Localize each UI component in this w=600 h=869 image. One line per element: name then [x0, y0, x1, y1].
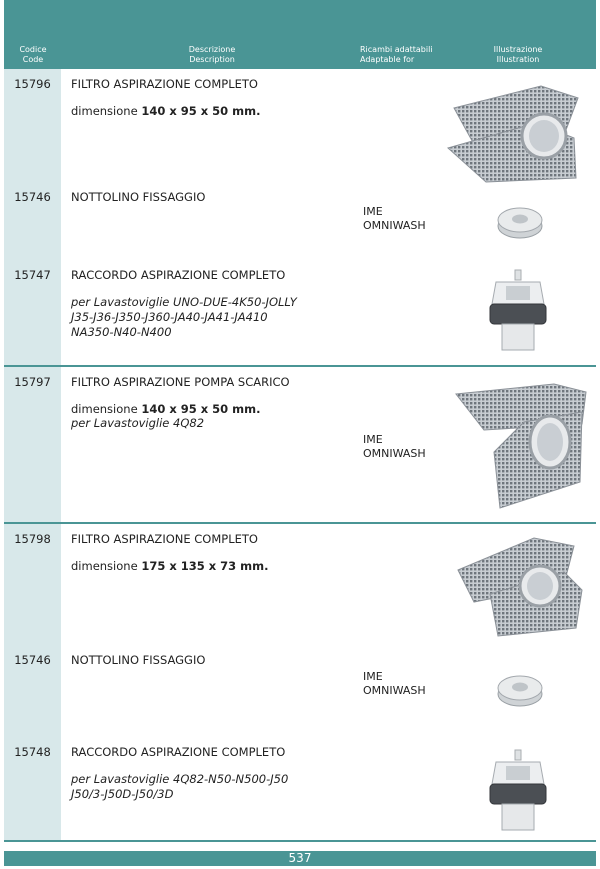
header-desc-en: Description	[189, 55, 235, 64]
section-divider	[4, 365, 596, 367]
note-line: J35-J36-J350-J360-JA40-JA41-JA410	[71, 310, 268, 324]
header-code-en: Code	[22, 55, 44, 64]
item-dimension	[71, 402, 261, 417]
item-code: 15746	[14, 653, 51, 667]
item-code: 15746	[14, 190, 51, 204]
item-code: 15747	[14, 268, 51, 282]
suction-fitting-icon	[482, 748, 554, 834]
item-title: FILTRO ASPIRAZIONE POMPA SCARICO	[71, 375, 290, 389]
compat-brand: OMNIWASH	[363, 447, 426, 460]
item-dimension	[71, 104, 261, 119]
item-compat	[363, 205, 426, 233]
compat-brand: IME	[363, 433, 383, 446]
note-line: per Lavastoviglie 4Q82	[71, 416, 205, 430]
item-code: 15797	[14, 375, 51, 389]
header-description	[62, 45, 362, 65]
page-footer	[4, 851, 596, 866]
item-code: 15748	[14, 745, 51, 759]
filter-basket-icon	[454, 382, 590, 512]
dimension-value: 175 x 135 x 73 mm.	[141, 559, 269, 573]
table-header	[4, 0, 596, 69]
item-code: 15796	[14, 77, 51, 91]
dimension-value: 140 x 95 x 50 mm.	[141, 104, 261, 118]
note-line: J50/3-J50D-J50/3D	[71, 787, 174, 801]
filter-basket-icon	[454, 532, 586, 640]
ring-nut-icon	[496, 672, 544, 708]
header-ill-it: Illustrazione	[493, 45, 543, 54]
code-column-background	[4, 69, 61, 842]
note-line: NA350-N40-N400	[71, 325, 172, 339]
item-notes	[71, 772, 288, 802]
item-notes	[71, 416, 204, 431]
item-dimension	[71, 559, 269, 574]
item-notes	[71, 295, 297, 340]
item-title: FILTRO ASPIRAZIONE COMPLETO	[71, 532, 258, 546]
dimension-value: 140 x 95 x 50 mm.	[141, 402, 261, 416]
item-code: 15798	[14, 532, 51, 546]
item-title: RACCORDO ASPIRAZIONE COMPLETO	[71, 268, 286, 282]
header-ric-it: Ricambi adattabili	[360, 45, 433, 54]
section-divider	[4, 522, 596, 524]
compat-brand: OMNIWASH	[363, 684, 426, 697]
dimension-label: dimensione	[71, 559, 138, 573]
compat-brand: OMNIWASH	[363, 219, 426, 232]
header-desc-it: Descrizione	[188, 45, 236, 54]
item-title: RACCORDO ASPIRAZIONE COMPLETO	[71, 745, 286, 759]
note-line: per Lavastoviglie 4Q82-N50-N500-J50	[71, 772, 289, 786]
header-adaptable	[360, 45, 440, 65]
item-compat	[363, 670, 426, 698]
note-line: per Lavastoviglie UNO-DUE-4K50-JOLLY	[71, 295, 297, 309]
item-title: NOTTOLINO FISSAGGIO	[71, 190, 206, 204]
filter-basket-icon	[446, 78, 586, 186]
page-number: 537	[288, 851, 312, 865]
header-code-it: Codice	[19, 45, 47, 54]
dimension-label: dimensione	[71, 402, 138, 416]
compat-brand: IME	[363, 205, 383, 218]
item-compat	[363, 433, 426, 461]
suction-fitting-icon	[482, 268, 554, 354]
header-ill-en: Illustration	[496, 55, 540, 64]
header-code	[4, 45, 62, 65]
dimension-label: dimensione	[71, 104, 138, 118]
ring-nut-icon	[496, 204, 544, 240]
header-ric-en: Adaptable for	[360, 55, 415, 64]
header-illustration	[440, 45, 596, 65]
section-divider	[4, 840, 596, 842]
compat-brand: IME	[363, 670, 383, 683]
item-title: FILTRO ASPIRAZIONE COMPLETO	[71, 77, 258, 91]
item-title: NOTTOLINO FISSAGGIO	[71, 653, 206, 667]
